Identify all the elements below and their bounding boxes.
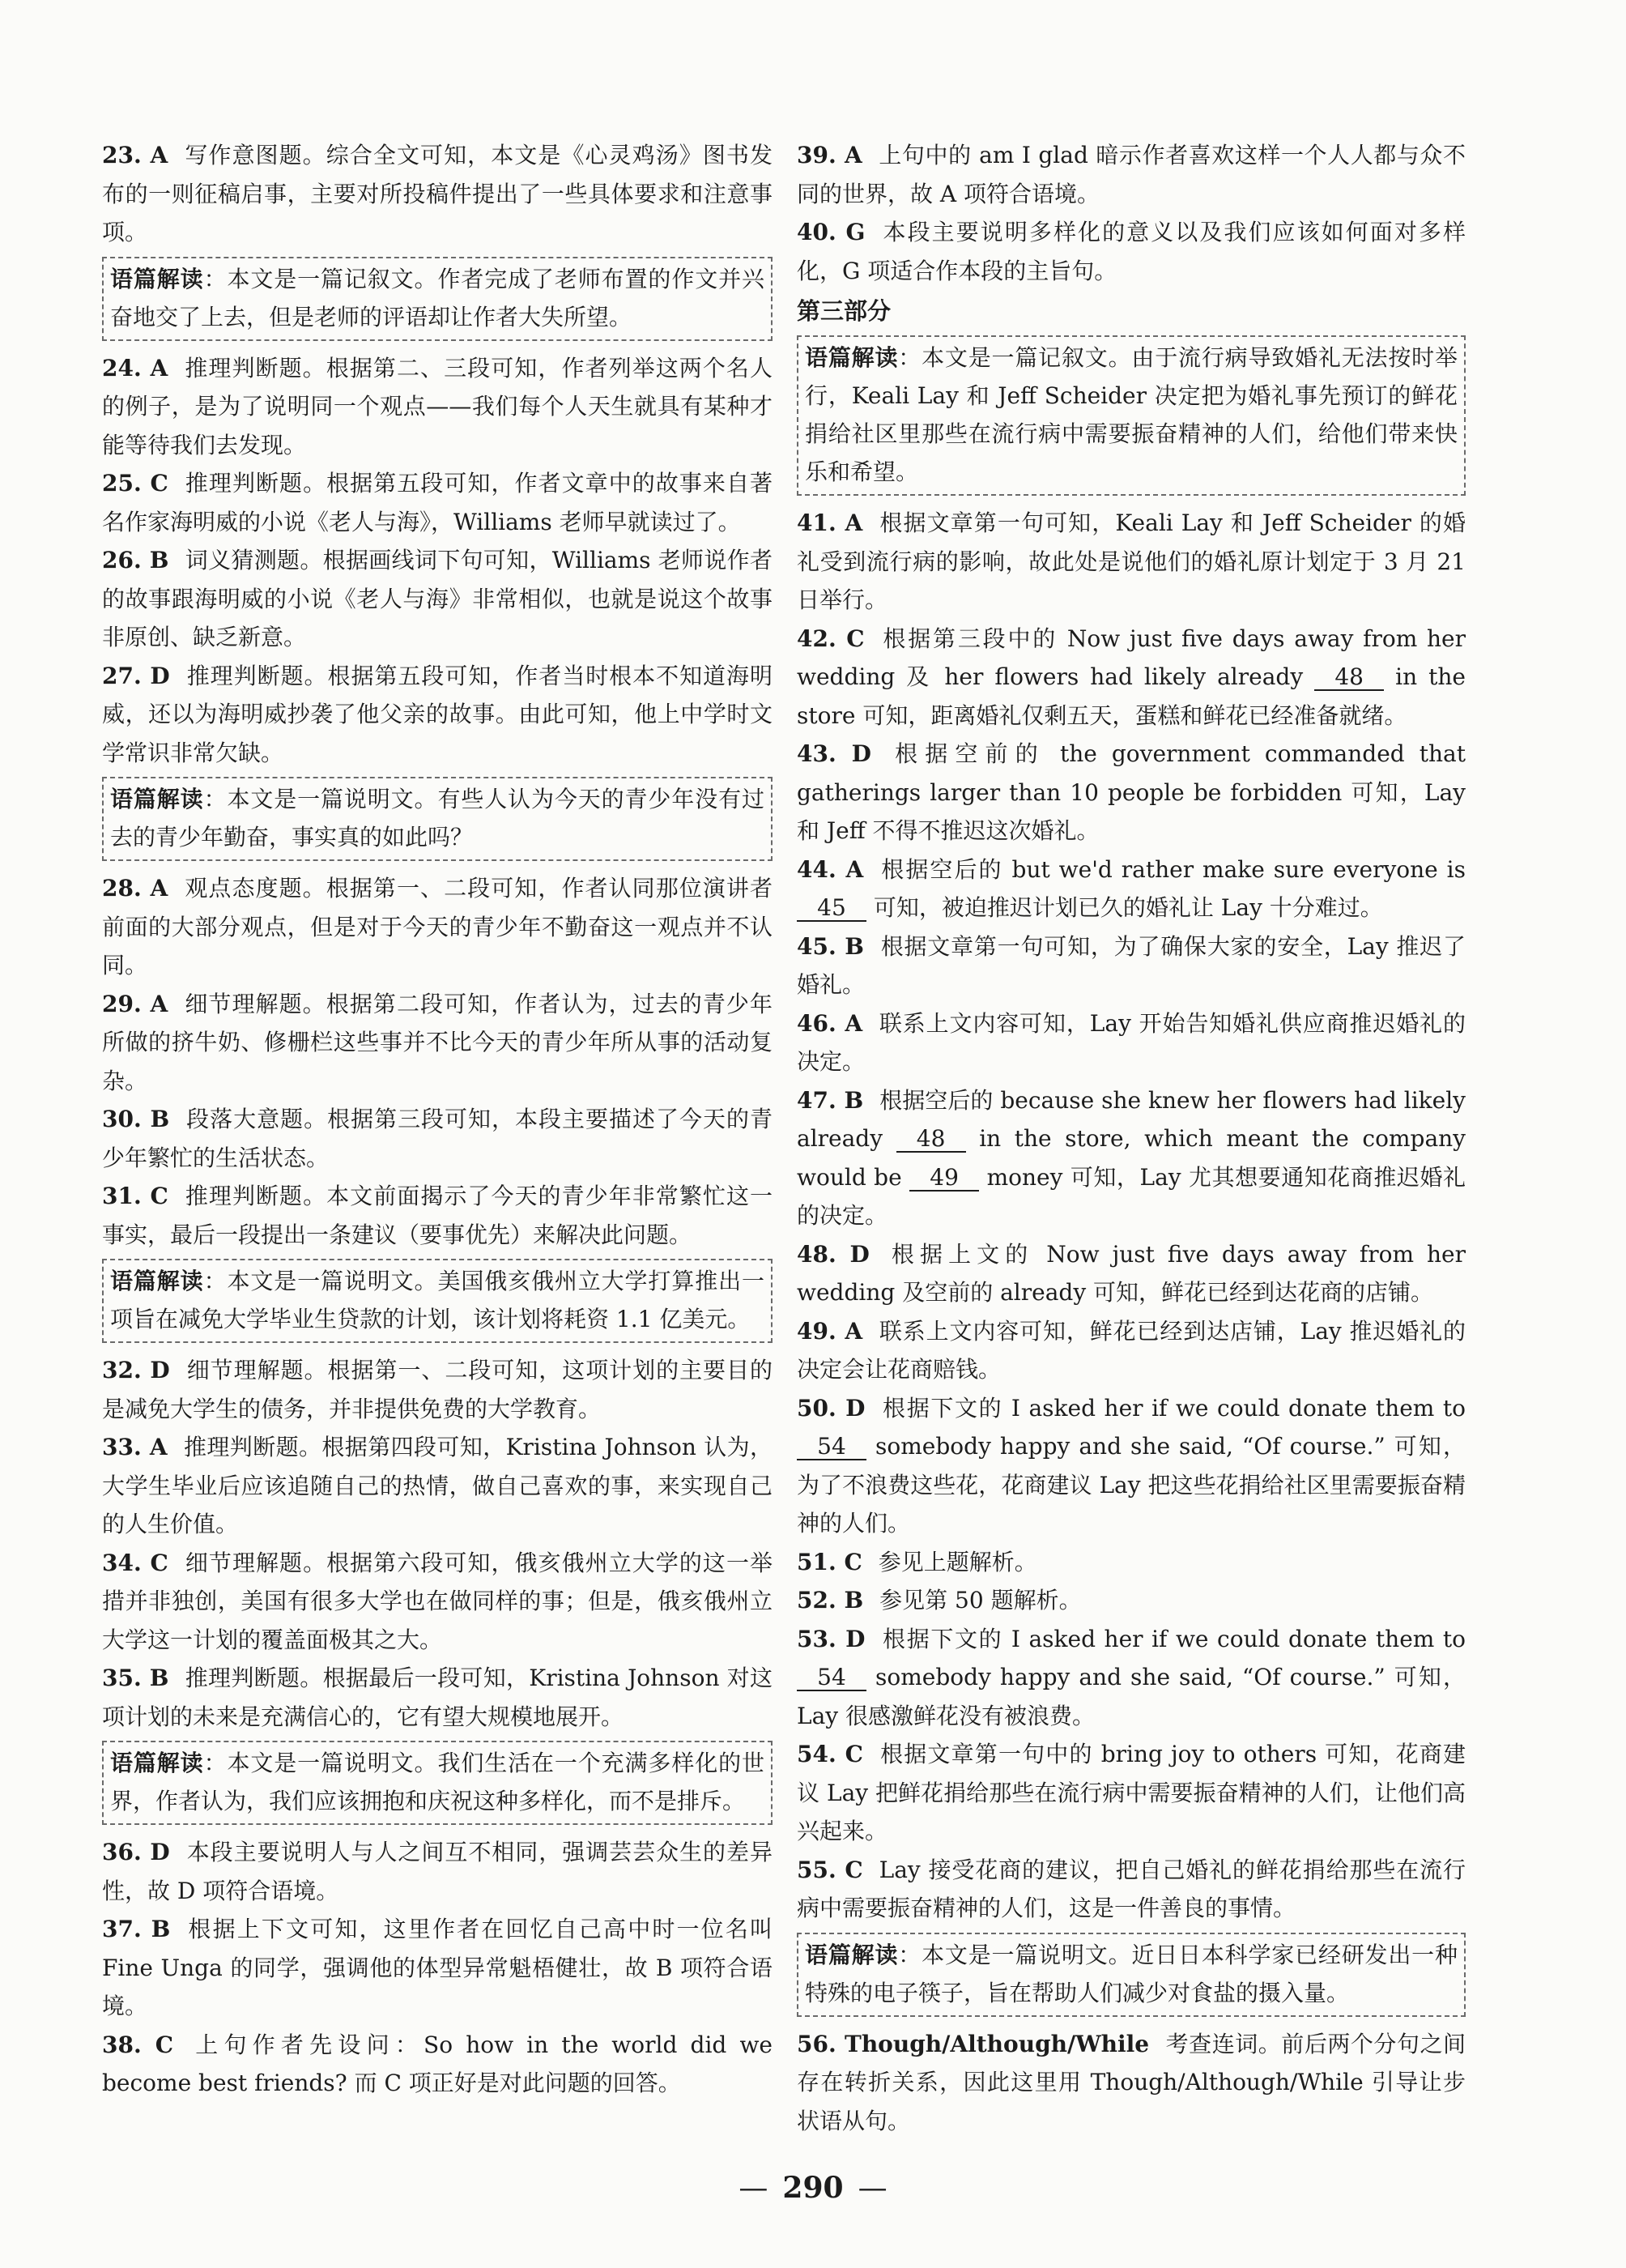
left-column — [102, 136, 773, 2103]
passage-summary-box — [102, 777, 773, 861]
passage-summary-box — [797, 1933, 1466, 2017]
answer-blank: 48 — [896, 1127, 966, 1153]
answer-entry — [102, 657, 773, 773]
answer-explanation: 推理判断题。根据第二、三段可知，作者列举这两个名人的例子，是为了说明同一个观点——我们每个人天生就具有某种才能等待我们去发现。 — [102, 354, 773, 458]
question-number: 37. B — [102, 1916, 171, 1942]
question-number: 49. A — [797, 1317, 863, 1345]
answer-entry — [797, 1581, 1466, 1620]
answer-explanation: 根据下文的 I asked her if we could donate them to 54 somebody happy and she said, “Of course.” 可知，Lay 很感激鲜花没有被浪费。 — [797, 1625, 1466, 1729]
question-number: 53. D — [797, 1625, 866, 1652]
question-number: 28. A — [102, 875, 168, 902]
question-number: 36. D — [102, 1839, 170, 1865]
answer-explanation: 推理判断题。根据第五段可知，作者文章中的故事来自著名作家海明威的小说《老人与海》，Williams 老师早就读过了。 — [102, 470, 773, 535]
answer-entry — [797, 927, 1466, 1004]
answer-blank: 48 — [1314, 665, 1384, 691]
answer-explanation: 细节理解题。根据第一、二段可知，这项计划的主要目的是减免大学生的债务，并非提供免费的大学教育。 — [102, 1357, 773, 1422]
answer-entry — [102, 136, 773, 252]
passage-summary-box — [102, 257, 773, 341]
question-number: 55. C — [797, 1856, 863, 1883]
passage-summary-box — [102, 1259, 773, 1343]
summary-text: ：本文是一篇记叙文。作者完成了老师布置的作文并兴奋地交了上去，但是老师的评语却让作者大失所望。 — [110, 265, 764, 330]
question-number: 43. D — [797, 740, 871, 767]
summary-label: 语篇解读 — [110, 1268, 204, 1294]
question-number: 44. A — [797, 855, 864, 883]
answer-explanation: 根据文章第一句中的 bring joy to others 可知，花商建议 Lay 把鲜花捐给那些在流行病中需要振奋精神的人们，让他们高兴起来。 — [797, 1741, 1466, 1844]
answer-explanation: 根据上下文可知，这里作者在回忆自己高中时一位名叫 Fine Unga 的同学，强调他的体型异常魁梧健壮，故 B 项符合语境。 — [102, 1916, 773, 2019]
answer-entry — [102, 2026, 773, 2103]
question-number: 42. C — [797, 625, 865, 652]
question-number: 39. A — [797, 142, 862, 168]
answer-entry — [102, 1659, 773, 1736]
question-number: 47. B — [797, 1086, 864, 1114]
answer-entry — [797, 1851, 1466, 1928]
question-number: 32. D — [102, 1357, 170, 1383]
answer-entry — [797, 213, 1466, 290]
summary-text: ：本文是一篇记叙文。由于流行病导致婚礼无法按时举行，Keali Lay 和 Jeff Scheider 决定把为婚礼事先预订的鲜花捐给社区里那些在流行病中需要振奋精神的人们，给他们带来快乐和希望。 — [805, 344, 1458, 485]
answer-blank: 49 — [909, 1166, 979, 1192]
answer-entry — [102, 464, 773, 541]
answer-entry — [797, 1235, 1466, 1312]
answer-entry — [797, 2025, 1466, 2141]
answer-entry — [102, 1177, 773, 1254]
question-number: 23. A — [102, 142, 168, 168]
answer-entry — [797, 504, 1466, 620]
question-number: 26. B — [102, 547, 169, 573]
answer-explanation: 参见第 50 题解析。 — [879, 1587, 1082, 1614]
answer-entry — [797, 1543, 1466, 1582]
answer-explanation: 本段主要说明人与人之间互不相同，强调芸芸众生的差异性，故 D 项符合语境。 — [102, 1839, 773, 1904]
answer-explanation: 本段主要说明多样化的意义以及我们应该如何面对多样化，G 项适合作本段的主旨句。 — [797, 219, 1466, 284]
answer-explanation: 根据空后的 because she knew her flowers had likely already 48 in the store, which meant the company would be 49 money 可知，Lay 尤其想要通知花商推迟婚礼的决定。 — [797, 1086, 1466, 1229]
question-number: 27. D — [102, 662, 170, 689]
question-number: 45. B — [797, 932, 864, 960]
page-number-footer — [0, 2171, 1626, 2205]
answer-entry — [102, 869, 773, 985]
question-number: 29. A — [102, 990, 168, 1017]
answer-explanation: 参见上题解析。 — [878, 1548, 1037, 1575]
answer-explanation: 上句作者先设问：So how in the world did we become best friends? 而 C 项正好是对此问题的回答。 — [102, 2031, 773, 2096]
answer-explanation: Lay 接受花商的建议，把自己婚礼的鲜花捐给那些在流行病中需要振奋精神的人们，这是一件善良的事情。 — [797, 1856, 1466, 1921]
answer-explanation: 联系上文内容可知，鲜花已经到达店铺，Lay 推迟婚礼的决定会让花商赔钱。 — [797, 1317, 1466, 1383]
answer-blank: 45 — [797, 896, 866, 922]
answer-blank: 54 — [797, 1435, 866, 1460]
summary-text: ：本文是一篇说明文。有些人认为今天的青少年没有过去的青少年勤奋，事实真的如此吗？ — [110, 786, 764, 850]
answer-entry — [102, 1833, 773, 1910]
answer-explanation: 词义猜测题。根据画线词下句可知，Williams 老师说作者的故事跟海明威的小说《老人与海》非常相似，也就是说这个故事非原创、缺乏新意。 — [102, 547, 773, 650]
answer-explanation: 写作意图题。综合全文可知，本文是《心灵鸡汤》图书发布的一则征稿启事，主要对所投稿件提出了一些具体要求和注意事项。 — [102, 142, 773, 245]
summary-text: ：本文是一篇说明文。美国俄亥俄州立大学打算推出一项旨在减免大学毕业生贷款的计划，该计划将耗资 1.1 亿美元。 — [110, 1268, 764, 1332]
answer-explanation: 观点态度题。根据第一、二段可知，作者认同那位演讲者前面的大部分观点，但是对于今天的青少年不勤奋这一观点并不认同。 — [102, 875, 773, 978]
question-number: 40. G — [797, 219, 866, 245]
footer-dash-right: — — [858, 2172, 887, 2205]
answer-entry — [102, 1100, 773, 1177]
answer-entry — [102, 541, 773, 657]
answer-explanation: 推理判断题。根据最后一段可知，Kristina Johnson 对这项计划的未来是充满信心的，它有望大规模地展开。 — [102, 1665, 773, 1730]
answer-explanation: 联系上文内容可知，Lay 开始告知婚礼供应商推迟婚礼的决定。 — [797, 1009, 1466, 1075]
answer-entry — [797, 1735, 1466, 1851]
answer-explanation: 推理判断题。根据第四段可知，Kristina Johnson 认为，大学生毕业后应该追随自己的热情，做自己喜欢的事，来实现自己的人生价值。 — [102, 1434, 773, 1537]
right-column — [797, 136, 1466, 2140]
answer-entry — [797, 1312, 1466, 1389]
summary-label: 语篇解读 — [110, 1750, 204, 1776]
passage-summary-box — [797, 335, 1466, 496]
answer-explanation: 根据下文的 I asked her if we could donate them to 54 somebody happy and she said, “Of course.” 可知，为了不浪费这些花，花商建议 Lay 把这些花捐给社区里需要振奋精神的人们。 — [797, 1394, 1466, 1537]
question-number: 41. A — [797, 509, 863, 536]
passage-summary-box — [102, 1741, 773, 1825]
answer-explanation: 根据空后的 but we'd rather make sure everyone is 45 可知，被迫推迟计划已久的婚礼让 Lay 十分难过。 — [797, 856, 1466, 922]
answer-entry — [797, 1620, 1466, 1736]
answer-explanation: 根据文章第一句可知，为了确保大家的安全，Lay 推迟了婚礼。 — [797, 932, 1466, 998]
answer-entry — [797, 1081, 1466, 1235]
question-number: 48. D — [797, 1240, 870, 1268]
answer-entry — [797, 1389, 1466, 1543]
answer-explanation: 根据文章第一句可知，Keali Lay 和 Jeff Scheider 的婚礼受到流行病的影响，故此处是说他们的婚礼原计划定于 3 月 21 日举行。 — [797, 509, 1466, 613]
question-number: 31. C — [102, 1183, 168, 1209]
answer-entry — [797, 1004, 1466, 1081]
answer-explanation: 推理判断题。根据第五段可知，作者当时根本不知道海明威，还以为海明威抄袭了他父亲的故事。由此可知，他上中学时文学常识非常欠缺。 — [102, 662, 773, 766]
question-number: 25. C — [102, 470, 168, 497]
question-number: 50. D — [797, 1394, 866, 1422]
summary-text: ：本文是一篇说明文。近日日本科学家已经研发出一种特殊的电子筷子，旨在帮助人们减少对食盐的摄入量。 — [805, 1941, 1458, 2006]
summary-label: 语篇解读 — [110, 265, 204, 292]
question-number: 56. Though/Although/While — [797, 2030, 1150, 2057]
answer-entry — [102, 349, 773, 465]
summary-label: 语篇解读 — [805, 344, 899, 371]
summary-label: 语篇解读 — [805, 1941, 899, 1968]
answer-explanation: 细节理解题。根据第六段可知，俄亥俄州立大学的这一举措并非独创，美国有很多大学也在做同样的事；但是，俄亥俄州立大学这一计划的覆盖面极其之大。 — [102, 1549, 773, 1653]
question-number: 52. B — [797, 1587, 864, 1614]
answer-explanation: 推理判断题。本文前面揭示了今天的青少年非常繁忙这一事实，最后一段提出一条建议（要事优先）来解决此问题。 — [102, 1183, 773, 1248]
answer-entry — [797, 620, 1466, 735]
answer-entry — [102, 1910, 773, 2026]
summary-label: 语篇解读 — [110, 786, 204, 812]
question-number: 34. C — [102, 1549, 168, 1576]
question-number: 24. A — [102, 354, 168, 382]
question-number: 35. B — [102, 1665, 169, 1691]
answer-entry — [797, 136, 1466, 213]
answer-explanation: 上句中的 am I glad 暗示作者喜欢这样一个人人都与众不同的世界，故 A 项符合语境。 — [797, 142, 1466, 207]
summary-text: ：本文是一篇说明文。我们生活在一个充满多样化的世界，作者认为，我们应该拥抱和庆祝这种多样化，而不是排斥。 — [110, 1750, 764, 1814]
answer-blank: 54 — [797, 1665, 866, 1691]
question-number: 30. B — [102, 1106, 170, 1132]
answer-explanation: 根据第三段中的 Now just five days away from her wedding 及 her flowers had likely already 48 in the store 可知，距离婚礼仅剩五天，蛋糕和鲜花已经准备就绪。 — [797, 625, 1466, 729]
footer-dash-left: — — [739, 2172, 768, 2205]
section-title: 第三部分 — [797, 297, 892, 325]
answer-entry — [102, 1428, 773, 1544]
question-number: 51. C — [797, 1548, 862, 1575]
question-number: 38. C — [102, 2031, 173, 2058]
answer-explanation: 考查连词。前后两个分句之间存在转折关系，因此这里用 Though/Although/While 引导让步状语从句。 — [797, 2030, 1466, 2134]
answer-entry — [797, 850, 1466, 927]
page-number: 290 — [782, 2171, 844, 2205]
answer-explanation: 细节理解题。根据第二段可知，作者认为，过去的青少年所做的挤牛奶、修栅栏这些事并不比今天的青少年所从事的活动复杂。 — [102, 990, 773, 1094]
answer-explanation: 根据空前的 the government commanded that gatherings larger than 10 people be forbidden 可知，Lay 和 Jeff 不得不推迟这次婚礼。 — [797, 740, 1466, 844]
answer-explanation: 根据上文的 Now just five days away from her wedding 及空前的 already 可知，鲜花已经到达花商的店铺。 — [797, 1240, 1466, 1306]
question-number: 33. A — [102, 1434, 168, 1460]
question-number: 54. C — [797, 1741, 863, 1767]
answer-entry — [102, 985, 773, 1101]
answer-explanation: 段落大意题。根据第三段可知，本段主要描述了今天的青少年繁忙的生活状态。 — [102, 1106, 773, 1171]
answer-entry — [102, 1544, 773, 1660]
answer-entry — [102, 1351, 773, 1428]
answer-entry — [797, 735, 1466, 850]
question-number: 46. A — [797, 1009, 863, 1037]
